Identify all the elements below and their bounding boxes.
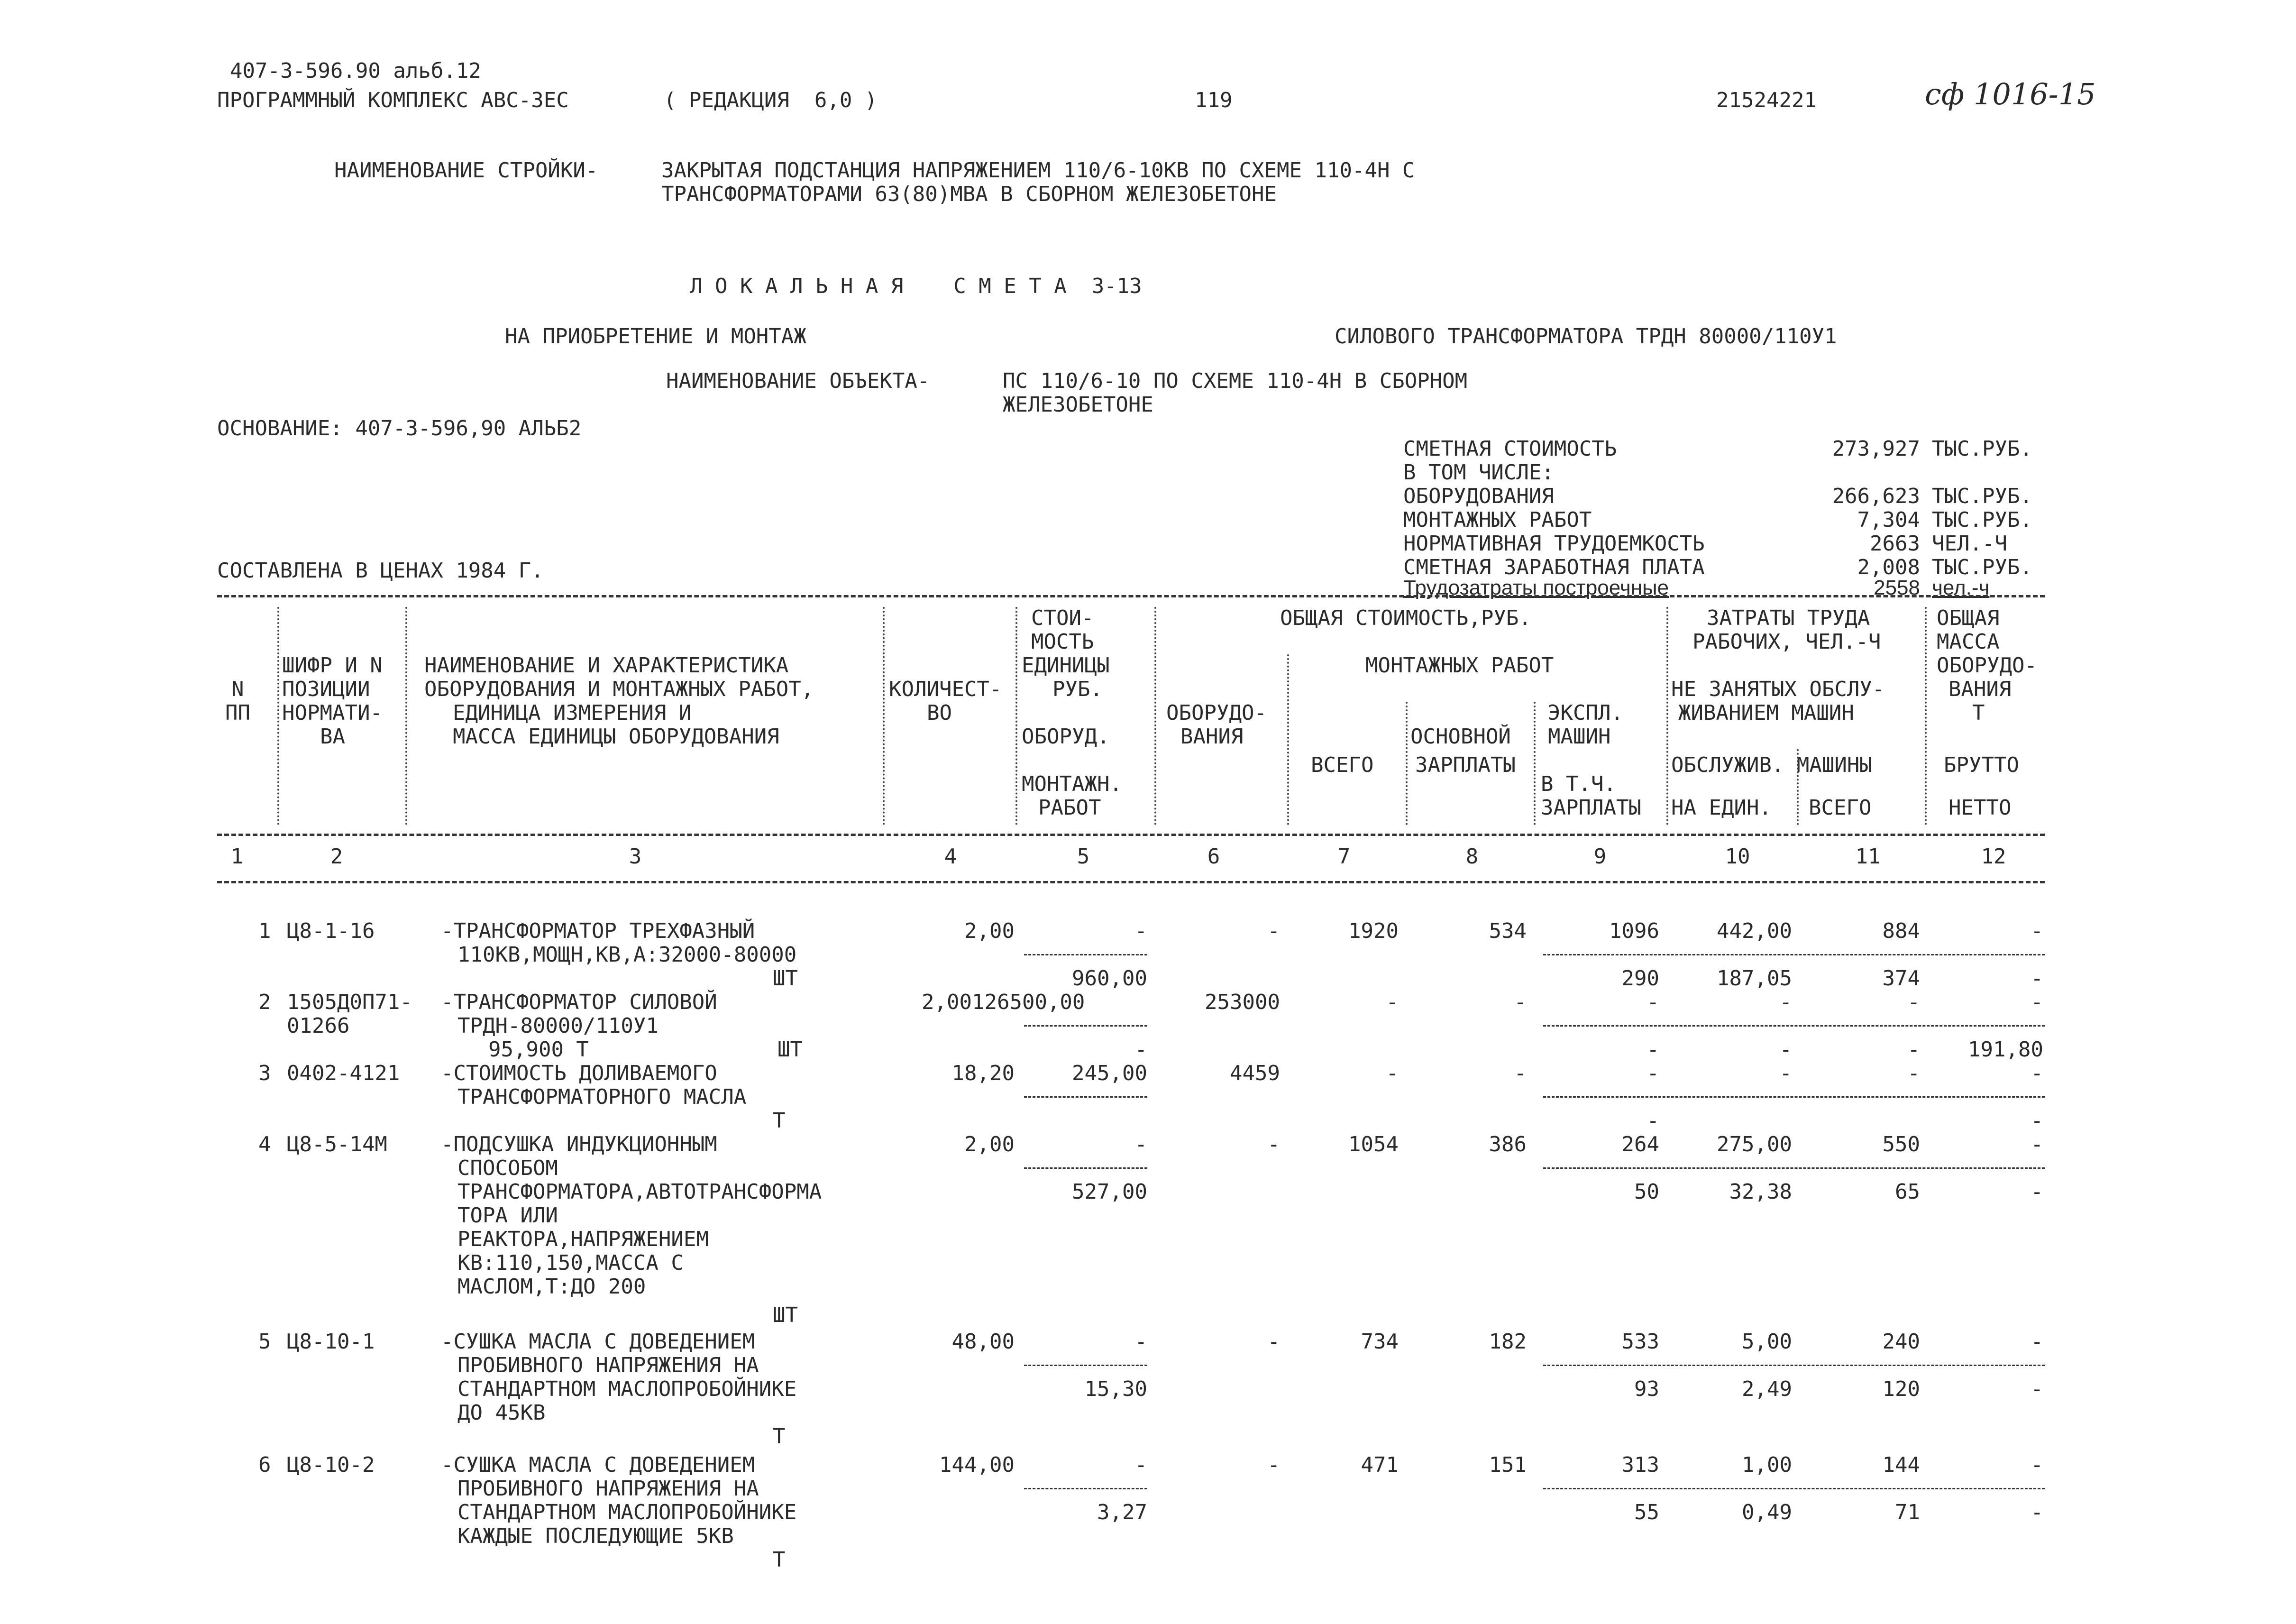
row-mass-net: - bbox=[2031, 1180, 2043, 1204]
row-code: Ц8-10-1 bbox=[287, 1330, 375, 1354]
row-name-line: -ТРАНСФОРМАТОР ТРЕХФАЗНЫЙ bbox=[441, 919, 755, 943]
header-col5: СТОИ- bbox=[1031, 606, 1094, 630]
row-labor-total: - bbox=[1907, 990, 1920, 1014]
row-machine-labor-unit: 2,49 bbox=[1742, 1377, 1792, 1401]
header-col2: ШИФР И N bbox=[282, 653, 383, 678]
row-mass-gross: - bbox=[2031, 1453, 2043, 1477]
row-price-installation: 527,00 bbox=[1072, 1180, 1147, 1204]
row-machine-cost: - bbox=[1647, 990, 1659, 1014]
summary-label: СМЕТНАЯ ЗАРАБОТНАЯ ПЛАТА bbox=[1403, 555, 1705, 579]
row-name-line: -СТОИМОСТЬ ДОЛИВАЕМОГО bbox=[441, 1061, 717, 1085]
summary-label: НОРМАТИВНАЯ ТРУДОЕМКОСТЬ bbox=[1403, 532, 1705, 556]
column-number: 12 bbox=[1981, 844, 2006, 869]
header-not-machine: ЖИВАНИЕМ МАШИН bbox=[1678, 701, 1854, 725]
summary-value: 2558 bbox=[1874, 576, 1920, 599]
row-price-equipment: - bbox=[1134, 1453, 1147, 1477]
row-name-line: ТОРА ИЛИ bbox=[457, 1203, 558, 1228]
header-mass: МАССА bbox=[1937, 630, 2000, 654]
estimate-title: Л О К А Л Ь Н А Я С М Е Т А 3-13 bbox=[690, 274, 1142, 298]
row-labor-total: 884 bbox=[1882, 919, 1920, 943]
row-labor-unit: 275,00 bbox=[1717, 1132, 1792, 1156]
row-unit: Т bbox=[773, 1109, 786, 1133]
header-col1: N bbox=[231, 677, 244, 701]
row-price-installation: - bbox=[1134, 1037, 1147, 1062]
row-basic-wage: - bbox=[1514, 990, 1527, 1014]
row-machine-cost: 313 bbox=[1621, 1453, 1659, 1477]
estimate-purpose-right: СИЛОВОГО ТРАНСФОРМАТОРА ТРДН 80000/110У1 bbox=[1335, 324, 1837, 349]
column-number: 11 bbox=[1855, 844, 1881, 869]
row-machine-labor-unit: - bbox=[1779, 1037, 1792, 1062]
row-labor-total: 144 bbox=[1882, 1453, 1920, 1477]
header-not-machine: НЕ ЗАНЯТЫХ ОБСЛУ- bbox=[1671, 677, 1885, 701]
row-price-equipment: 126500,00 bbox=[972, 990, 1085, 1014]
summary-label: СМЕТНАЯ СТОИМОСТЬ bbox=[1403, 437, 1617, 461]
row-basic-wage: 534 bbox=[1489, 919, 1527, 943]
row-price-installation: 3,27 bbox=[1097, 1500, 1147, 1524]
row-name-line: 95,900 Т bbox=[488, 1037, 589, 1062]
row-total: 1054 bbox=[1348, 1132, 1399, 1156]
summary-label: ОБОРУДОВАНИЯ bbox=[1403, 484, 1554, 508]
column-separator bbox=[1287, 654, 1289, 825]
row-name-line: ТРАНСФОРМАТОРА,АВТОТРАНСФОРМА bbox=[457, 1180, 822, 1204]
column-separator bbox=[277, 607, 279, 825]
row-machine-labor-unit: 187,05 bbox=[1717, 966, 1792, 991]
row-price-installation: 15,30 bbox=[1084, 1377, 1147, 1401]
row-machine-labor-unit: 32,38 bbox=[1729, 1180, 1792, 1204]
row-number: 5 bbox=[258, 1330, 271, 1354]
header-per-unit: НА ЕДИН. bbox=[1671, 796, 1772, 820]
row-machine-labor-total: 71 bbox=[1895, 1500, 1920, 1524]
column-separator bbox=[1925, 607, 1927, 825]
row-basic-wage: - bbox=[1514, 1061, 1527, 1085]
header-col5: МОНТАЖН. bbox=[1022, 772, 1122, 796]
summary-unit: ЧЕЛ.-Ч bbox=[1932, 532, 2007, 556]
row-labor-unit: 5,00 bbox=[1742, 1330, 1792, 1354]
row-number: 1 bbox=[258, 919, 271, 943]
header-total: ВСЕГО bbox=[1311, 753, 1374, 777]
row-labor-total: 550 bbox=[1882, 1132, 1920, 1156]
row-equipment-total: - bbox=[1267, 919, 1280, 943]
program-name: ПРОГРАММНЫЙ КОМПЛЕКС АВС-ЗЕС bbox=[217, 88, 569, 112]
column-number: 6 bbox=[1207, 844, 1220, 869]
header-col1: ПП bbox=[225, 701, 250, 725]
column-separator bbox=[1406, 702, 1408, 825]
row-machine-cost: 264 bbox=[1621, 1132, 1659, 1156]
row-machine-cost: 1096 bbox=[1609, 919, 1659, 943]
row-code: Ц8-1-16 bbox=[287, 919, 375, 943]
header-basic-wage: ЗАРПЛАТЫ bbox=[1415, 753, 1516, 777]
row-mass-gross: - bbox=[2031, 1330, 2043, 1354]
header-mass: ОБЩАЯ bbox=[1937, 606, 2000, 630]
row-machine-wage: 50 bbox=[1634, 1180, 1659, 1204]
row-name-line: ПРОБИВНОГО НАПРЯЖЕНИЯ НА bbox=[457, 1477, 759, 1501]
header-machine-op: ЗАРПЛАТЫ bbox=[1541, 796, 1641, 820]
table-top-rule bbox=[217, 595, 2045, 597]
summary-value: 2,008 bbox=[1857, 555, 1920, 579]
header-col4: КОЛИЧЕСТ- bbox=[889, 677, 1002, 701]
row-code: 1505Д0П71- bbox=[287, 990, 412, 1014]
row-name-line: КВ:110,150,МАССА С bbox=[457, 1251, 684, 1275]
header-col2: ВА bbox=[320, 725, 345, 749]
row-labor-total: - bbox=[1907, 1061, 1920, 1085]
row-total: 471 bbox=[1361, 1453, 1399, 1477]
row-machine-labor-total: - bbox=[1907, 1037, 1920, 1062]
row-basic-wage: 151 bbox=[1489, 1453, 1527, 1477]
table-numbers-rule bbox=[217, 881, 2045, 883]
header-col5: ОБОРУД. bbox=[1022, 725, 1110, 749]
header-all: ВСЕГО bbox=[1809, 796, 1872, 820]
row-quantity: 2,00 bbox=[922, 990, 972, 1014]
compiled-in-prices: СОСТАВЛЕНА В ЦЕНАХ 1984 Г. bbox=[217, 559, 544, 583]
row-equipment-total: - bbox=[1267, 1330, 1280, 1354]
column-separator bbox=[405, 607, 407, 825]
column-number: 9 bbox=[1593, 844, 1607, 869]
construction-label: НАИМЕНОВАНИЕ СТРОЙКИ- bbox=[334, 158, 598, 183]
row-name-line: МАСЛОМ,Т:ДО 200 bbox=[457, 1275, 646, 1299]
row-number: 6 bbox=[258, 1453, 271, 1477]
row-machine-cost: - bbox=[1647, 1061, 1659, 1085]
row-name-line: СТАНДАРТНОМ МАСЛОПРОБОЙНИКЕ bbox=[457, 1377, 797, 1401]
summary-label: Трудозатраты построечные bbox=[1403, 576, 1669, 599]
header-mass: ОБОРУДО- bbox=[1937, 653, 2037, 678]
header-machine-op: ЭКСПЛ. bbox=[1548, 701, 1623, 725]
row-name-line: РЕАКТОРА,НАПРЯЖЕНИЕМ bbox=[457, 1227, 709, 1251]
table-header-rule bbox=[217, 834, 2045, 836]
estimate-purpose-left: НА ПРИОБРЕТЕНИЕ И МОНТАЖ bbox=[505, 324, 806, 349]
estimate-basis: ОСНОВАНИЕ: 407-3-596,90 АЛЬБ2 bbox=[217, 416, 582, 440]
row-unit: Т bbox=[773, 1548, 786, 1572]
column-number: 4 bbox=[944, 844, 957, 869]
row-machine-labor-total: 65 bbox=[1895, 1180, 1920, 1204]
object-line-1: ПС 110/6-10 ПО СХЕМЕ 110-4Н В СБОРНОМ bbox=[1003, 369, 1468, 393]
row-mass-gross: - bbox=[2031, 919, 2043, 943]
row-basic-wage: 386 bbox=[1489, 1132, 1527, 1156]
column-separator bbox=[1015, 607, 1017, 825]
album-code: 407-3-596.90 альб.12 bbox=[230, 59, 481, 83]
row-machine-wage: 55 bbox=[1634, 1500, 1659, 1524]
column-separator bbox=[883, 607, 885, 825]
row-machine-labor-total: 374 bbox=[1882, 966, 1920, 991]
row-code: Ц8-5-14М bbox=[287, 1132, 387, 1156]
summary-label: В ТОМ ЧИСЛЕ: bbox=[1403, 460, 1554, 485]
row-machine-wage: - bbox=[1647, 1109, 1659, 1133]
column-separator bbox=[1534, 702, 1536, 825]
row-mass-net: - bbox=[2031, 1377, 2043, 1401]
row-total: 1920 bbox=[1348, 919, 1399, 943]
program-edition: ( РЕДАКЦИЯ 6,0 ) bbox=[664, 88, 878, 112]
row-labor-unit: 1,00 bbox=[1742, 1453, 1792, 1477]
header-labor: ЗАТРАТЫ ТРУДА bbox=[1707, 606, 1870, 630]
row-name-line: ТРАНСФОРМАТОРНОГО МАСЛА bbox=[457, 1085, 747, 1109]
column-number: 3 bbox=[629, 844, 642, 869]
header-col3: МАССА ЕДИНИЦЫ ОБОРУДОВАНИЯ bbox=[453, 725, 779, 749]
summary-label: МОНТАЖНЫХ РАБОТ bbox=[1403, 508, 1592, 532]
row-price-equipment: - bbox=[1134, 919, 1147, 943]
row-quantity: 2,00 bbox=[964, 1132, 1015, 1156]
row-price-equipment: 245,00 bbox=[1072, 1061, 1147, 1085]
summary-unit: ТЫС.РУБ. bbox=[1932, 437, 2032, 461]
row-machine-wage: 290 bbox=[1621, 966, 1659, 991]
row-price-equipment: - bbox=[1134, 1132, 1147, 1156]
row-name-line: ПРОБИВНОГО НАПРЯЖЕНИЯ НА bbox=[457, 1353, 759, 1377]
row-code: 0402-4121 bbox=[287, 1061, 400, 1085]
header-col5: РАБОТ bbox=[1038, 796, 1101, 820]
row-machine-wage: - bbox=[1647, 1037, 1659, 1062]
document-code: 21524221 bbox=[1716, 88, 1817, 112]
row-mass-gross: - bbox=[2031, 1132, 2043, 1156]
header-equipment: ОБОРУДО- bbox=[1166, 701, 1267, 725]
row-quantity: 2,00 bbox=[964, 919, 1015, 943]
row-mass-net: 191,80 bbox=[1968, 1037, 2043, 1062]
row-price-installation: 960,00 bbox=[1072, 966, 1147, 991]
row-mass-gross: - bbox=[2031, 990, 2043, 1014]
header-gross: БРУТТО bbox=[1944, 753, 2019, 777]
row-machine-cost: 533 bbox=[1621, 1330, 1659, 1354]
column-separator bbox=[1797, 749, 1799, 825]
row-name-line: -СУШКА МАСЛА С ДОВЕДЕНИЕМ bbox=[441, 1330, 755, 1354]
row-mass-net: - bbox=[2031, 1500, 2043, 1524]
row-price-equipment: - bbox=[1134, 1330, 1147, 1354]
row-name-line: ТРДН-80000/110У1 bbox=[457, 1014, 659, 1038]
row-labor-total: 240 bbox=[1882, 1330, 1920, 1354]
header-equipment: ВАНИЯ bbox=[1180, 725, 1244, 749]
row-quantity: 48,00 bbox=[951, 1330, 1015, 1354]
header-machine-op: МАШИН bbox=[1548, 725, 1611, 749]
row-name-line: ДО 45КВ bbox=[457, 1401, 546, 1425]
header-col5: РУБ. bbox=[1052, 677, 1103, 701]
row-total: - bbox=[1386, 990, 1399, 1014]
header-col3: НАИМЕНОВАНИЕ И ХАРАКТЕРИСТИКА bbox=[424, 653, 789, 678]
object-label: НАИМЕНОВАНИЕ ОБЪЕКТА- bbox=[666, 369, 930, 393]
row-machine-wage: 93 bbox=[1634, 1377, 1659, 1401]
summary-value: 2663 bbox=[1870, 532, 1920, 556]
header-col3: ОБОРУДОВАНИЯ И МОНТАЖНЫХ РАБОТ, bbox=[424, 677, 814, 701]
row-mass-net: - bbox=[2031, 1109, 2043, 1133]
summary-unit: чел.-ч bbox=[1932, 576, 1990, 599]
row-equipment-total: - bbox=[1267, 1132, 1280, 1156]
summary-value: 266,623 bbox=[1832, 484, 1920, 508]
row-mass-net: - bbox=[2031, 966, 2043, 991]
row-total: - bbox=[1386, 1061, 1399, 1085]
row-total: 734 bbox=[1361, 1330, 1399, 1354]
header-col4: ВО bbox=[927, 701, 952, 725]
handwritten-mark: сф 1016-15 bbox=[1925, 77, 2096, 111]
row-quantity: 144,00 bbox=[939, 1453, 1015, 1477]
header-total-cost: ОБЩАЯ СТОИМОСТЬ,РУБ. bbox=[1280, 606, 1531, 630]
summary-unit: ТЫС.РУБ. bbox=[1932, 484, 2032, 508]
row-name-line: -ТРАНСФОРМАТОР СИЛОВОЙ bbox=[441, 990, 717, 1014]
row-unit: ШТ bbox=[773, 1303, 798, 1327]
row-equipment-total: 253000 bbox=[1205, 990, 1280, 1014]
header-col5: ЕДИНИЦЫ bbox=[1022, 653, 1110, 678]
header-mass: Т bbox=[1972, 701, 1985, 725]
summary-value: 7,304 bbox=[1857, 508, 1920, 532]
row-code: 01266 bbox=[287, 1014, 350, 1038]
header-mass: ВАНИЯ bbox=[1948, 677, 2012, 701]
row-machine-labor-unit: 0,49 bbox=[1742, 1500, 1792, 1524]
header-machine-op: В Т.Ч. bbox=[1541, 772, 1616, 796]
row-number: 3 bbox=[258, 1061, 271, 1085]
page-number: 119 bbox=[1195, 88, 1233, 112]
object-line-2: ЖЕЛЕЗОБЕТОНЕ bbox=[1003, 393, 1153, 417]
header-col2: НОРМАТИ- bbox=[282, 701, 383, 725]
row-quantity: 18,20 bbox=[951, 1061, 1015, 1085]
row-number: 2 bbox=[258, 990, 271, 1014]
row-name-line: -ПОДСУШКА ИНДУКЦИОННЫМ bbox=[441, 1132, 717, 1156]
row-mass-gross: - bbox=[2031, 1061, 2043, 1085]
row-unit: ШТ bbox=[773, 966, 798, 991]
column-number: 7 bbox=[1337, 844, 1351, 869]
row-name-line: СТАНДАРТНОМ МАСЛОПРОБОЙНИКЕ bbox=[457, 1500, 797, 1524]
row-machine-labor-total: 120 bbox=[1882, 1377, 1920, 1401]
column-number: 10 bbox=[1725, 844, 1750, 869]
column-number: 1 bbox=[230, 844, 244, 869]
row-number: 4 bbox=[258, 1132, 271, 1156]
header-labor: РАБОЧИХ, ЧЕЛ.-Ч bbox=[1692, 630, 1881, 654]
header-machine-service: ОБСЛУЖИВ. МАШИНЫ bbox=[1671, 753, 1872, 777]
column-number: 2 bbox=[330, 844, 343, 869]
construction-line-1: ЗАКРЫТАЯ ПОДСТАНЦИЯ НАПРЯЖЕНИЕМ 110/6-10КВ ПО СХЕМЕ 110-4Н С bbox=[661, 158, 1415, 183]
row-basic-wage: 182 bbox=[1489, 1330, 1527, 1354]
header-col3: ЕДИНИЦА ИЗМЕРЕНИЯ И bbox=[453, 701, 692, 725]
header-net: НЕТТО bbox=[1948, 796, 2012, 820]
row-labor-unit: - bbox=[1779, 990, 1792, 1014]
row-equipment-total: 4459 bbox=[1230, 1061, 1280, 1085]
column-number: 5 bbox=[1077, 844, 1090, 869]
column-number: 8 bbox=[1465, 844, 1479, 869]
row-name-line: 110КВ,МОЩН,КВ,А:32000-80000 bbox=[457, 943, 797, 967]
row-labor-unit: 442,00 bbox=[1717, 919, 1792, 943]
row-name-line: -СУШКА МАСЛА С ДОВЕДЕНИЕМ bbox=[441, 1453, 755, 1477]
header-col5: МОСТЬ bbox=[1031, 630, 1094, 654]
row-unit: Т bbox=[773, 1424, 786, 1449]
row-code: Ц8-10-2 bbox=[287, 1453, 375, 1477]
row-labor-unit: - bbox=[1779, 1061, 1792, 1085]
header-installation: МОНТАЖНЫХ РАБОТ bbox=[1365, 653, 1554, 678]
column-separator bbox=[1154, 607, 1156, 825]
summary-unit: ТЫС.РУБ. bbox=[1932, 508, 2032, 532]
summary-value: 273,927 bbox=[1832, 437, 1920, 461]
row-equipment-total: - bbox=[1267, 1453, 1280, 1477]
header-basic-wage: ОСНОВНОЙ bbox=[1410, 725, 1511, 749]
row-name-line: СПОСОБОМ bbox=[457, 1156, 558, 1180]
header-col2: ПОЗИЦИИ bbox=[282, 677, 370, 701]
column-separator bbox=[1666, 607, 1668, 825]
row-unit: ШТ bbox=[778, 1037, 803, 1062]
row-name-line: КАЖДЫЕ ПОСЛЕДУЮЩИЕ 5КВ bbox=[457, 1524, 734, 1548]
construction-line-2: ТРАНСФОРМАТОРАМИ 63(80)МВА В СБОРНОМ ЖЕЛЕЗОБЕТОНЕ bbox=[661, 182, 1277, 206]
summary-unit: ТЫС.РУБ. bbox=[1932, 555, 2032, 579]
